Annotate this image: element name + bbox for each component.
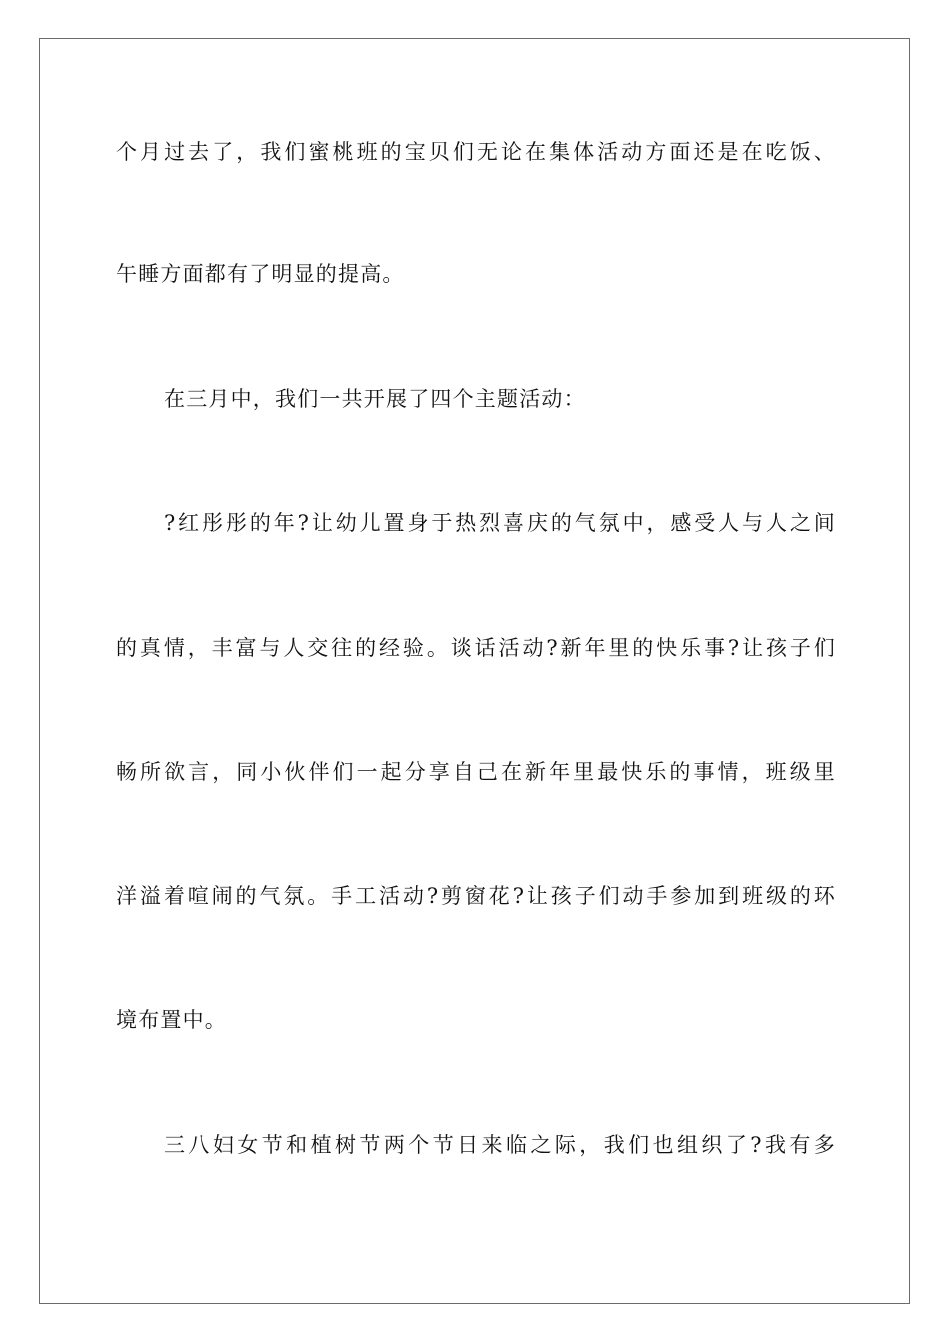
text-line-6: 畅所欲言，同小伙伴们一起分享自己在新年里最快乐的事情，班级里	[116, 760, 836, 784]
text-line-8: 境布置中。	[116, 1008, 227, 1032]
text-line-3: 在三月中，我们一共开展了四个主题活动：	[164, 387, 586, 411]
page-border	[39, 38, 910, 1304]
text-line-9: 三八妇女节和植树节两个节日来临之际，我们也组织了?我有多	[164, 1133, 836, 1157]
text-line-5: 的真情，丰富与人交往的经验。谈话活动?新年里的快乐事?让孩子们	[116, 636, 836, 660]
text-line-4: ?红彤彤的年?让幼儿置身于热烈喜庆的气氛中，感受人与人之间	[164, 511, 836, 535]
text-line-7: 洋溢着喧闹的气氛。手工活动?剪窗花?让孩子们动手参加到班级的环	[116, 884, 836, 908]
text-line-1: 个月过去了，我们蜜桃班的宝贝们无论在集体活动方面还是在吃饭、	[116, 140, 836, 164]
text-line-2: 午睡方面都有了明显的提高。	[116, 262, 405, 286]
